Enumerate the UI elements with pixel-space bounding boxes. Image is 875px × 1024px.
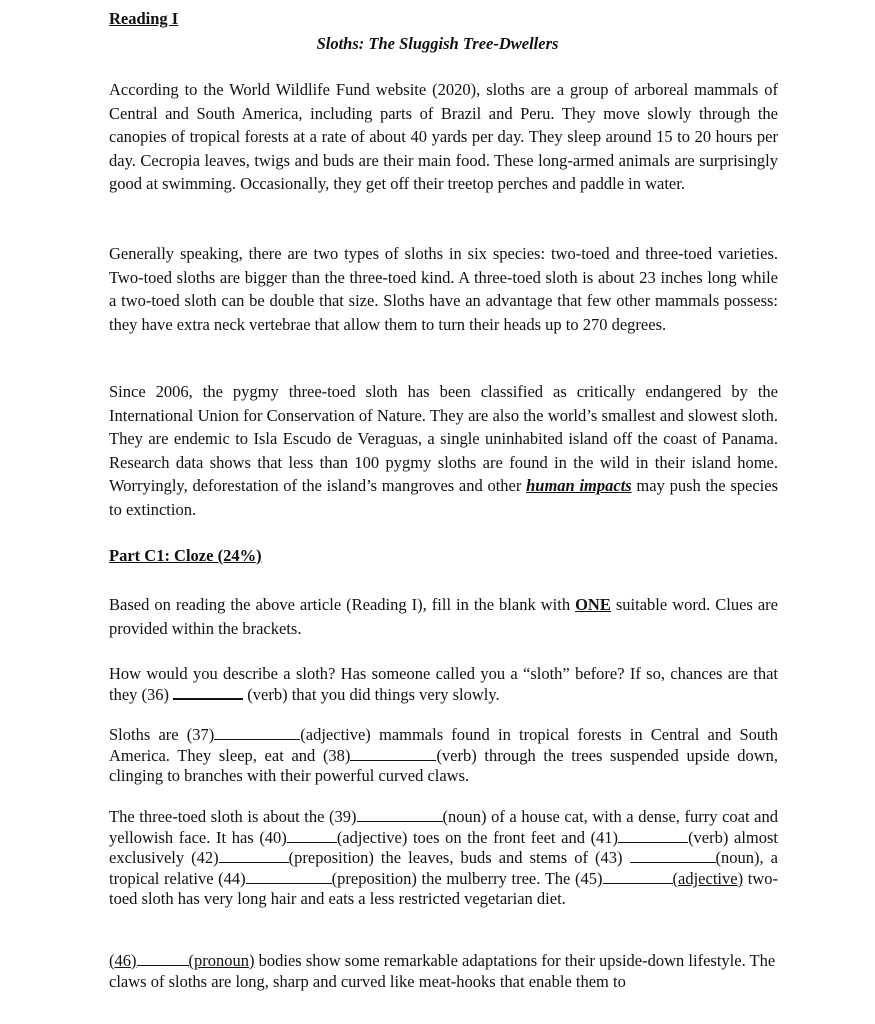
cloze-3-text-c: (adjective) toes on the front feet and (41) — [336, 827, 619, 847]
blank-44[interactable] — [246, 870, 332, 884]
cloze-4-text: bodies show some remarkable adaptations for their upside-down lifestyle. The claws of sloths are long, sharp and curved like meat-hooks that enable them to — [109, 951, 776, 991]
blank-42[interactable] — [219, 849, 289, 863]
paragraph-1: According to the World Wildlife Fund website (2020), sloths are a group of arboreal mammals of Central and South America, including parts of Brazil and Peru. They move slowly through the canopies of tropical forests at a rate of about 40 yards per day. They sleep around 15 to 20 hours per day. Cecropia leaves, twigs and buds are their main food. These long-armed animals are surprisingly good at swimming. Occasionally, they get off their treetop perches and paddle in water. — [109, 80, 778, 194]
blank-39[interactable] — [357, 808, 443, 822]
blank-37[interactable] — [214, 726, 300, 740]
blank-40[interactable] — [287, 829, 337, 843]
cloze-2-text-c: (verb) through the trees suspended upside down, clinging to branches with their powerful curved claws. — [109, 745, 778, 786]
cloze-paragraph-4 — [109, 951, 778, 992]
cloze-3-text-f: (noun), a tropical relative (44) — [109, 848, 778, 888]
cloze-3-text-a: The three-toed sloth is about the (39) — [109, 807, 357, 826]
reading-heading: Reading I — [109, 9, 179, 28]
blank-46[interactable] — [137, 952, 189, 966]
cloze-instructions — [109, 593, 778, 640]
cloze-paragraph-2 — [109, 725, 778, 787]
cloze-1-text-a: How would you describe a sloth? Has someone called you a “sloth” before? If so, chances are that they (36) — [109, 664, 778, 704]
cloze-3-clue-45: (adjective) — [672, 868, 744, 888]
clue-46: (pronoun) — [188, 951, 255, 970]
paragraph-3 — [109, 380, 778, 522]
cloze-3-text-i: two-toed sloth has very long hair and eats a less restricted vegetarian diet. — [109, 868, 778, 909]
cloze-2-text-a: Sloths are (37) — [109, 725, 215, 744]
instructions-text-b: suitable word. Clues are provided within the brackets. — [109, 595, 778, 638]
paragraph-3-text-b: may push the species to extinction. — [109, 476, 778, 519]
blank-43[interactable] — [630, 849, 716, 863]
cloze-paragraph-1 — [109, 664, 778, 705]
paragraph-2: Generally speaking, there are two types of sloths in six species: two-toed and three-toed varieties. Two-toed sloths are bigger than the three-toed kind. A three-toed sloth is about 23 inches long while a two-toed sloth can be double that size. Sloths have an advantage that few other mammals possess: they have extra neck vertebrae that allow them to turn their heads up to 270 degrees. — [109, 244, 778, 334]
cloze-3-text-g: (preposition) the mulberry tree. The (45) — [331, 868, 603, 888]
number-46: (46) — [109, 951, 137, 970]
cloze-paragraph-3 — [109, 807, 778, 910]
cloze-3-text-d: (verb) almost exclusively (42) — [109, 827, 778, 868]
reading-title: Sloths: The Sluggish Tree-Dwellers — [316, 34, 559, 53]
cloze-3-text-e: (preposition) the leaves, buds and stems of (43) — [288, 848, 630, 868]
blank-41[interactable] — [618, 829, 688, 843]
one-emphasis: ONE — [575, 595, 611, 614]
blank-45[interactable] — [603, 870, 673, 884]
blank-36[interactable] — [173, 685, 243, 700]
part-c1-heading: Part C1: Cloze (24%) — [109, 546, 262, 565]
paragraph-3-text-a: Since 2006, the pygmy three-toed sloth has been classified as critically endangered by the International Union for Conservation of Nature. They are also the world’s smallest and slowest sloth. They are endemic to Isla Escudo de Veraguas, a single uninhabited island off the coast of Panama. Research data shows that less than 100 pygmy sloths are found in the wild in their island home. Worryingly, deforestation of the island’s mangroves and other — [109, 382, 778, 496]
human-impacts-emphasis: human impacts — [526, 476, 632, 496]
cloze-2-text-b: (adjective) mammals found in tropical forests in Central and South America. They sleep, eat and (38) — [109, 725, 779, 765]
blank-38[interactable] — [350, 747, 436, 761]
cloze-1-text-b: (verb) that you did things very slowly. — [243, 684, 500, 704]
instructions-text-a: Based on reading the above article (Reading I), fill in the blank with — [109, 595, 576, 614]
cloze-3-text-b: (noun) of a house cat, with a dense, furry coat and yellowish face. It has (40) — [109, 807, 778, 847]
